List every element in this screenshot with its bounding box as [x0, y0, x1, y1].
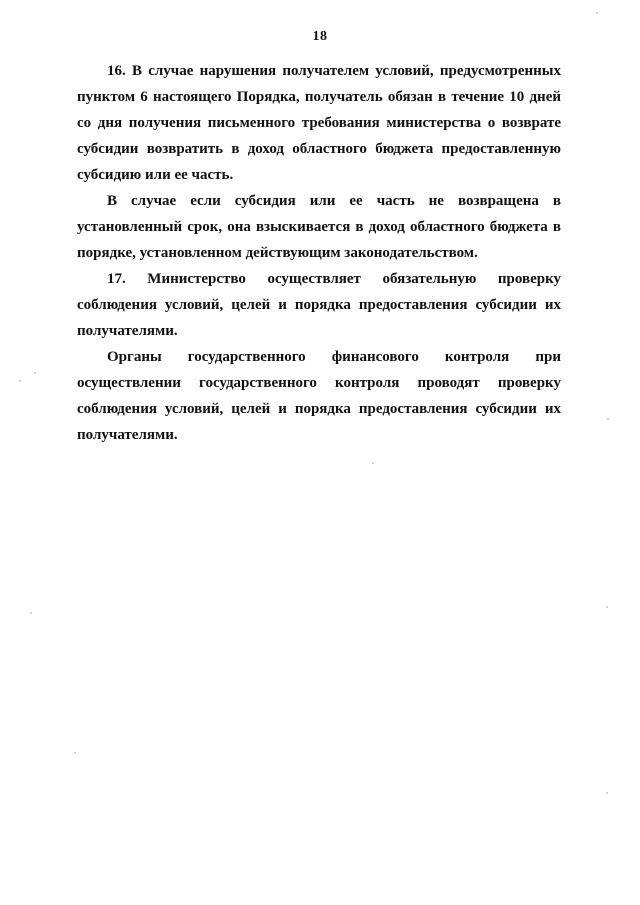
- scan-speck: [19, 380, 21, 382]
- document-body: [77, 58, 561, 448]
- scan-speck: [596, 12, 598, 14]
- scan-speck: [74, 752, 76, 754]
- paragraph-16-continuation: В случае если субсидия или ее часть не возвращена в установленный срок, она взыскивается в доход областного бюджета в порядке, установленном действующим законодательством.: [77, 193, 561, 261]
- paragraph-17: 17. Министерство осуществляет обязательную проверку соблюдения условий, целей и порядка предоставления субсидии их получателями.: [77, 271, 561, 339]
- scan-speck: [607, 418, 609, 420]
- scan-speck: [30, 612, 32, 614]
- scan-speck: [606, 606, 608, 608]
- page-number: 18: [312, 29, 328, 44]
- scan-speck: [34, 372, 36, 374]
- paragraph-17-continuation: Органы государственного финансового контроля при осуществлении государственного контроля проводят проверку соблюдения условий, целей и порядка предоставления субсидии их получателями.: [77, 349, 561, 443]
- paragraph-16: 16. В случае нарушения получателем условий, предусмотренных пунктом 6 настоящего Порядка, получатель обязан в течение 10 дней со дня получения письменного требования министерства о возврате субсидии возвратить в доход областного бюджета предоставленную субсидию или ее часть.: [77, 63, 561, 183]
- scan-speck: [372, 462, 374, 464]
- scan-speck: [606, 792, 608, 794]
